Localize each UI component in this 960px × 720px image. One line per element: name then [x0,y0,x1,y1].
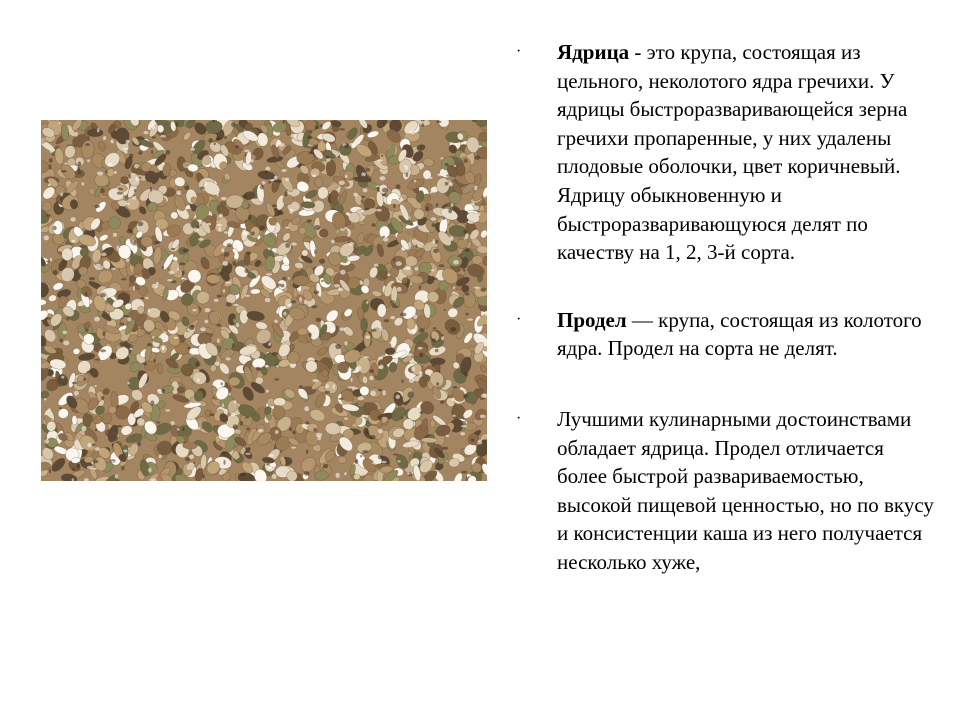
bullet-dot: · [516,310,522,328]
bullet-item-yadritsa [516,38,936,267]
term-prodel: Продел [557,307,627,332]
text-column [516,38,936,577]
definition-yadritsa: - это крупа, состоящая из цельного, неколотого ядра гречихи. У ядрицы быстроразваривающейся зерна гречихи пропаренные, у них удалены плодовые оболочки, цвет коричневый. Ядрицу обыкновенную и быстроразваривающуюся делят по качеству на 1, 2, 3-й сорта. [557,40,908,265]
bullet-dot: · [516,43,522,60]
definition-prodel: — крупа, состоящая из колотого ядра. Продел на сорта не делят. [557,307,922,361]
grain-texture-image [41,120,487,481]
bullet-dot: · [516,409,522,427]
comparison-text: Лучшими кулинарными достоинствами обладает ядрица. Продел отличается более быстрой развариваемостью, высокой пищевой ценностью, но по вкусу и консистенции каша из него получается несколько хуже, [557,406,934,574]
bullet-item-comparison [516,405,936,577]
term-yadritsa: Ядрица [557,40,630,64]
buckwheat-grain-photo [41,120,487,481]
bullet-item-prodel [516,306,936,363]
